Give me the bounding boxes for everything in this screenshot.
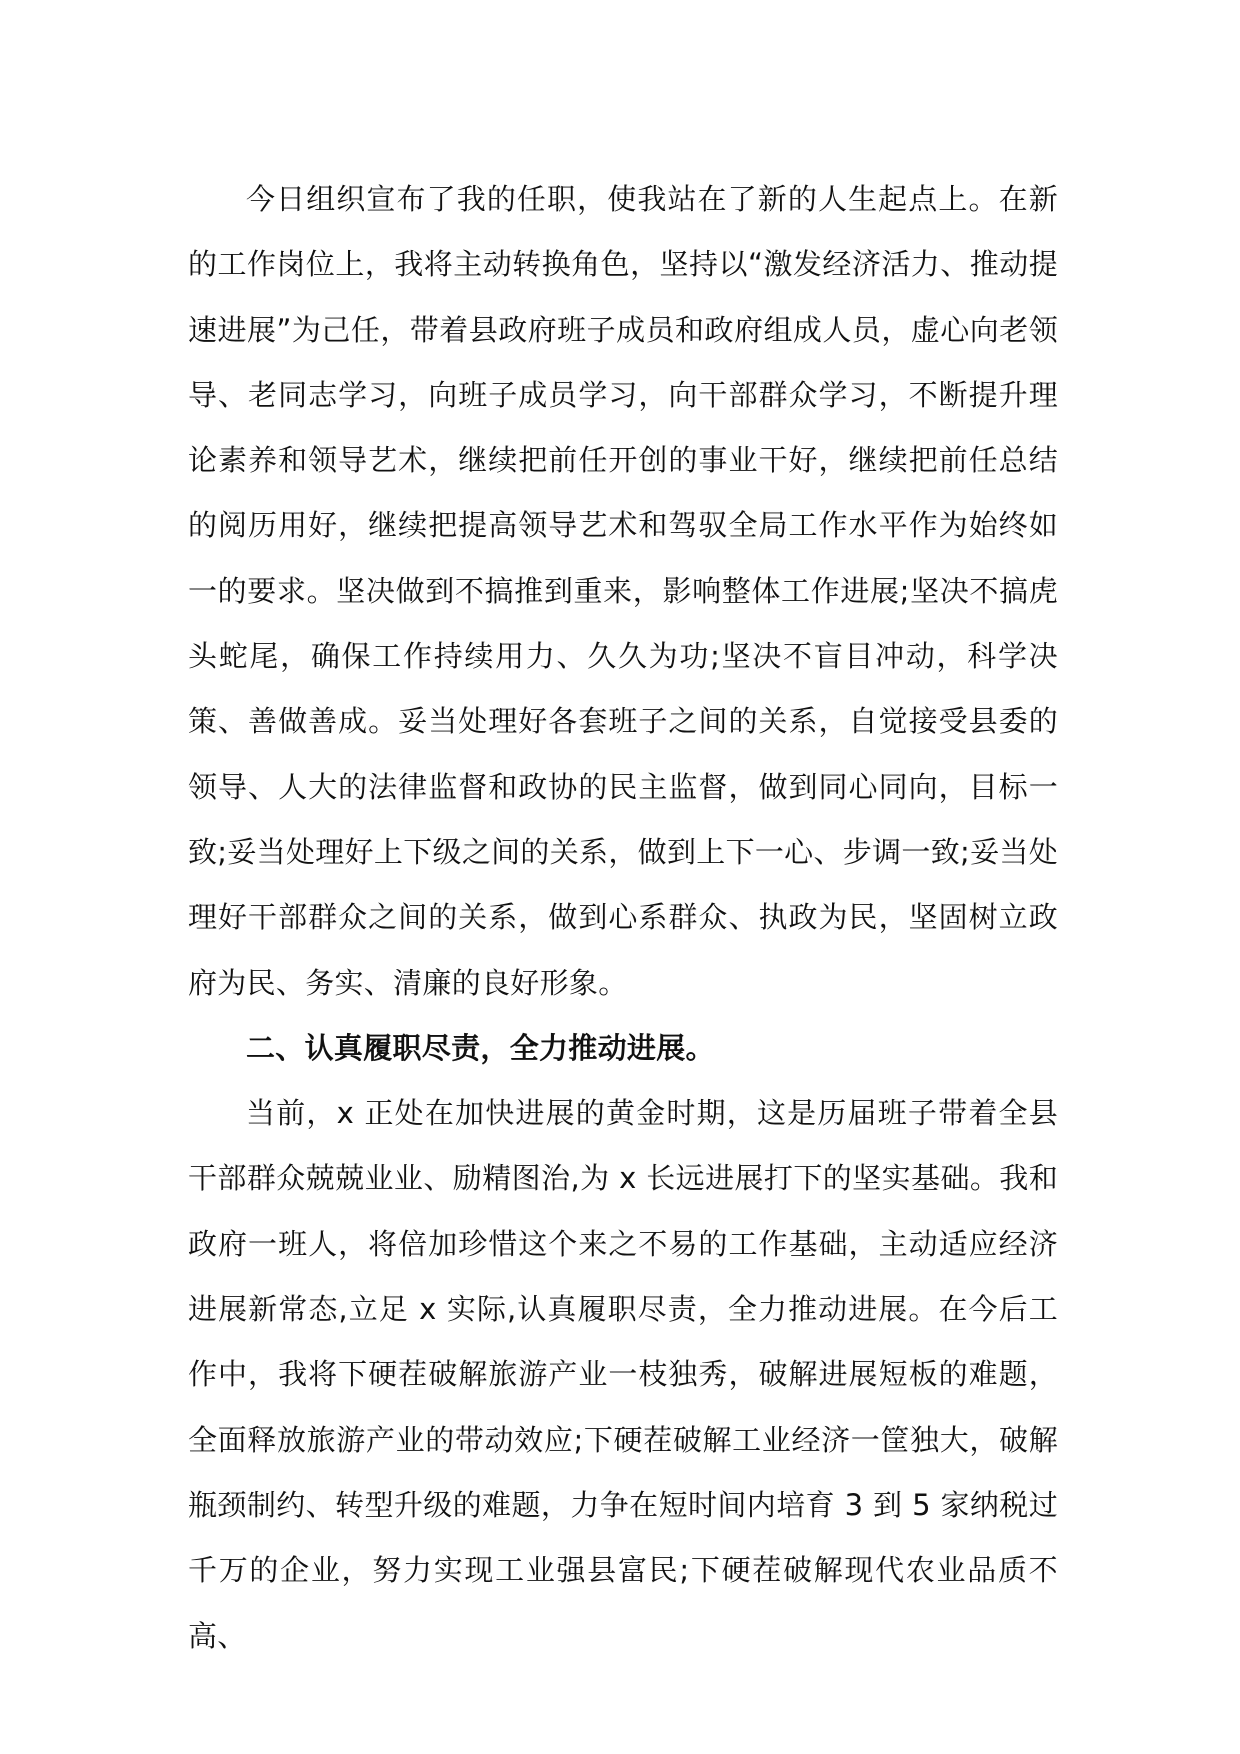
paragraph-appointment: 今日组织宣布了我的任职，使我站在了新的人生起点上。在新的工作岗位上，我将主动转换角色，坚持以“激发经济活力、推动提速进展”为己任，带着县政府班子成员和政府组成人员，虚心向老领导、老同志学习，向班子成员学习，向干部群众学习，不断提升理论素养和领导艺术，继续把前任开创的事业干好，继续把前任总结的阅历用好，继续把提高领导艺术和驾驭全局工作水平作为始终如一的要求。坚决做到不搞推到重来，影响整体工作进展;坚决不搞虎头蛇尾，确保工作持续用力、久久为功;坚决不盲目冲动，科学决策、善做善成。妥当处理好各套班子之间的关系，自觉接受县委的领导、人大的法律监督和政协的民主监督，做到同心同向，目标一致;妥当处理好上下级之间的关系，做到上下一心、步调一致;妥当处理好干部群众之间的关系，做到心系群众、执政为民，坚固树立政府为民、务实、清廉的良好形象。 — [188, 182, 1058, 1000]
paragraph-development: 当前，x 正处在加快进展的黄金时期，这是历届班子带着全县干部群众兢兢业业、励精图治,为 x 长远进展打下的坚实基础。我和政府一班人，将倍加珍惜这个来之不易的工作基础，主动适应经济进展新常态,立足 x 实际,认真履职尽责，全力推动进展。在今后工作中，我将下硬茬破解旅游产业一枝独秀，破解进展短板的难题，全面释放旅游产业的带动效应;下硬茬破解工业经济一筐独大，破解瓶颈制约、转型升级的难题，力争在短时间内培育 3 到 5 家纳税过千万的企业，努力实现工业强县富民;下硬茬破解现代农业品质不高、 — [188, 1096, 1058, 1653]
section-heading-2: 二、认真履职尽责，全力推动进展。 — [246, 1030, 715, 1065]
document-body — [188, 167, 1058, 1669]
